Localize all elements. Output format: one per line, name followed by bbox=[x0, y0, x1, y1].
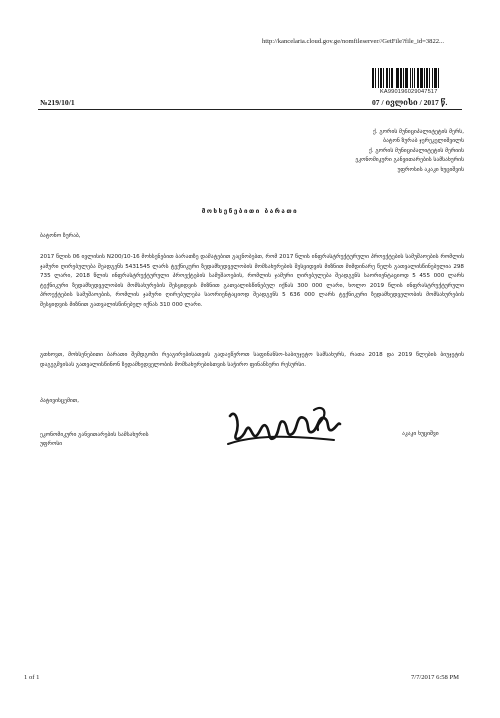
recipient-line: ეკონომიკური განვითარების სამსახურის bbox=[355, 157, 464, 164]
body-paragraph: 2017 წლის 06 ივლისის N200/10-16 მოხსენებით ბარათზე დამატებით გაცნობებთ, რომ 2017 წლის ინფრასტრუქტურული პროექტების სამუშაოების რომლის ჯამური ღირებულება შეადგენს 5431545 ლარს ტექნიკური ზედამხედველობის მომსახურების შესყიდვის მიზნით მიმდინარე წელს გათვალისწინებულია 298 735 ლარი, 2018 წლის ინფრასტრუქტურული პროექტების სამუშაოების, რომლის ჯამური ღირებულება შეადგენს საორიენტაციოდ 5 455 000 ლარს ტექნიკური ზედამხედველობის მომსახურების შესყიდვის მიზნით გათვალისწინებულ იქნას 300 000 ლარი, ხოლო 2019 წლის ინფრასტრუქტურული პროექტების სამუშაოების, რომლის ჯამური ღირებულება საორიენტაციოდ შეადგენს 5 636 000 ლარს ტექნიკური ზედამხედველობის მომსახურების შესყიდვის მიზნით გათვალისწინებულ იქნას 310 000 ლარი. bbox=[40, 254, 464, 308]
closing: პატივისცემით, bbox=[40, 398, 80, 404]
body-paragraph: გთხოვთ, მოხსენებითი ბარათი შემდგომი რეაგირებისათვის გადაეწეროთ საფინანსო-საბიუჯეტო სამსახურს, რათა 2018 და 2019 წლების ბიუჯეტის დაგეგმვისას გათვალისწინონ ზედამხედველობის მომსახურებისთვის საჭირო ფინანსური რესურსი. bbox=[40, 352, 464, 368]
page-counter: 1 of 1 bbox=[24, 674, 40, 681]
source-url: http://kancelaria.cloud.gov.ge/nomfileserver//GetFile?file_id=3822... bbox=[262, 38, 445, 45]
recipient-line: ბატონ ზურაბ ჯერეკელიშვილს bbox=[383, 138, 464, 145]
recipient-line: უფროსის აკაკი ხუციშვის bbox=[397, 166, 464, 173]
document-date: 07 / ივლისი / 2017 წ. bbox=[372, 98, 448, 107]
recipient-line: ქ. გორის მუნიციპალიტეტის მერიის bbox=[368, 147, 464, 154]
salutation: ბატონო ზურაბ, bbox=[40, 233, 81, 239]
barcode-number: KA990196029047517 bbox=[380, 89, 438, 95]
header-divider bbox=[38, 109, 462, 110]
recipient-line: ქ. გორის მუნიციპალიტეტის მერს, bbox=[372, 129, 464, 135]
letter-subject: მოხსენებითი ბარათი bbox=[201, 208, 299, 215]
barcode-space bbox=[439, 68, 441, 88]
signer-title-line: უფროსი bbox=[40, 441, 63, 448]
print-timestamp: 7/7/2017 6:58 PM bbox=[411, 674, 459, 681]
signer-title-line: ეკონომიკური განვითარების სამსახურის bbox=[40, 432, 149, 438]
recipient-block bbox=[355, 128, 464, 175]
handwritten-signature bbox=[226, 404, 342, 454]
signer-name: აკაკი ხუციშვი bbox=[402, 431, 439, 437]
document-number: №219/10/1 bbox=[40, 98, 75, 107]
barcode bbox=[372, 68, 460, 88]
signer-title bbox=[40, 431, 149, 450]
